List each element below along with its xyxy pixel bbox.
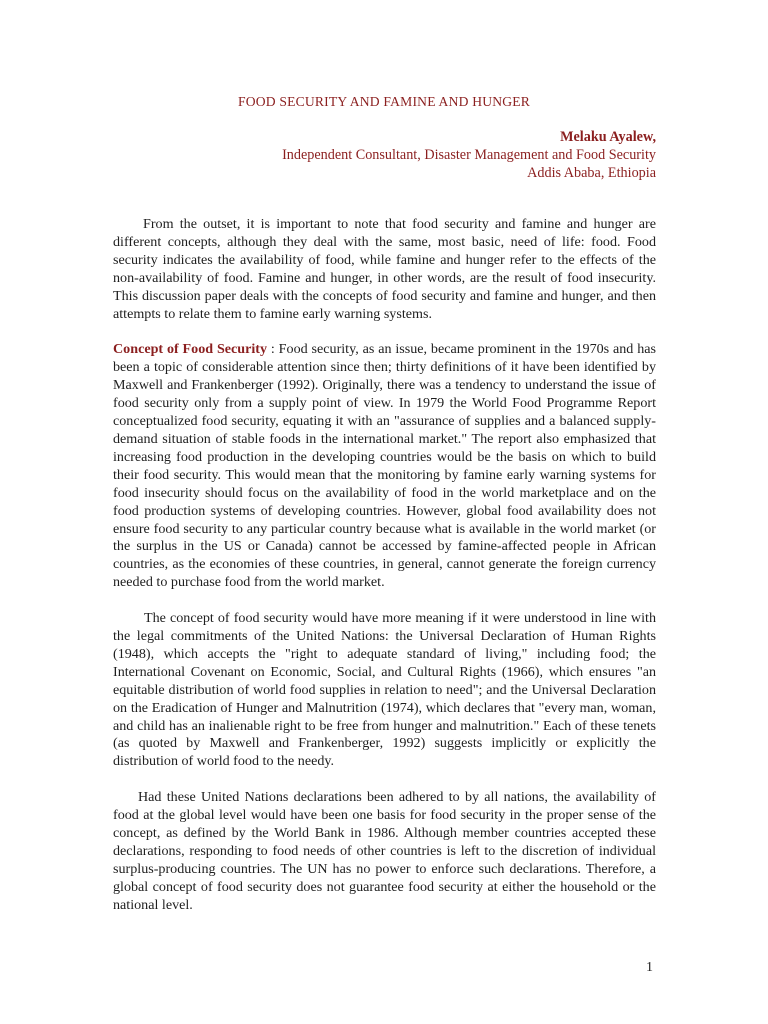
paragraph-un-declarations: Had these United Nations declarations been adhered to by all nations, the availability of food at the global level would have been one basis for food security in the proper sense of the concept, as defined by the World Bank in 1986. Although member countries accepted these declarations, responding to food needs of other countries is left to the discretion of individual surplus-producing countries. The UN has no power to enforce such declarations. Therefore, a global concept of food security does not guarantee food security at either the household or the national level. — [113, 789, 656, 913]
body-text — [113, 216, 656, 933]
paragraph-un-commitments: The concept of food security would have more meaning if it were understood in line with the legal commitments of the United Nations: the Universal Declaration of Human Rights (1948), which accepts the "right to adequate standard of living," including food; the International Covenant on Economic, Social, and Cultural Rights (1966), which ensures "an equitable distribution of world food supplies in relation to need"; and the Universal Declaration on the Eradication of Hunger and Malnutrition (1974), which declares that "every man, woman, and child has an inalienable right to be free from hunger and malnutrition." Each of these tenets (as quoted by Maxwell and Frankenberger, 1992) suggests implicitly or explicitly the distribution of world food to the needy. — [113, 610, 656, 770]
document-title: FOOD SECURITY AND FAMINE AND HUNGER — [237, 94, 531, 109]
paragraph-concept — [113, 341, 656, 592]
paragraph-concept-text: : Food security, as an issue, became prominent in the 1970s and has been a topic of considerable attention since then; thirty definitions of it have been identified by Maxwell and Frankenberger (1992). Originally, there was a tendency to understand the issue of food security only from a supply point of view. In 1979 the World Food Programme Report conceptualized food security, equating it with an "assurance of supplies and a balanced supply-demand situation of stable foods in the international market." The report also emphasized that increasing food production in the developing countries would be the basis on which to build their food security. This would mean that the monitoring by famine early warning systems for food insecurity should focus on the availability of food in the world marketplace and on the food production systems of developing countries. However, global food availability does not ensure food security to any particular country because what is available in the world market (or the surplus in the US or Canada) cannot be accessed by famine-affected people in African countries, as the economies of these countries, in general, cannot generate the foreign currency needed to purchase food from the world market. — [113, 341, 656, 591]
author-affiliation: Independent Consultant, Disaster Management and Food Security — [282, 147, 656, 163]
author-block — [282, 128, 656, 182]
author-name: Melaku Ayalew, — [560, 129, 656, 145]
author-location: Addis Ababa, Ethiopia — [527, 165, 656, 181]
page-number: 1 — [646, 960, 653, 975]
paragraph-intro: From the outset, it is important to note that food security and famine and hunger are different concepts, although they deal with the same, most basic, need of life: food. Food security indicates the availability of food, while famine and hunger refer to the effects of the non-availability of food. Famine and hunger, in other words, are the result of food insecurity. This discussion paper deals with the concepts of food security and famine and hunger, and then attempts to relate them to famine early warning systems. — [113, 216, 656, 322]
section-heading-concept: Concept of Food Security — [113, 341, 268, 358]
